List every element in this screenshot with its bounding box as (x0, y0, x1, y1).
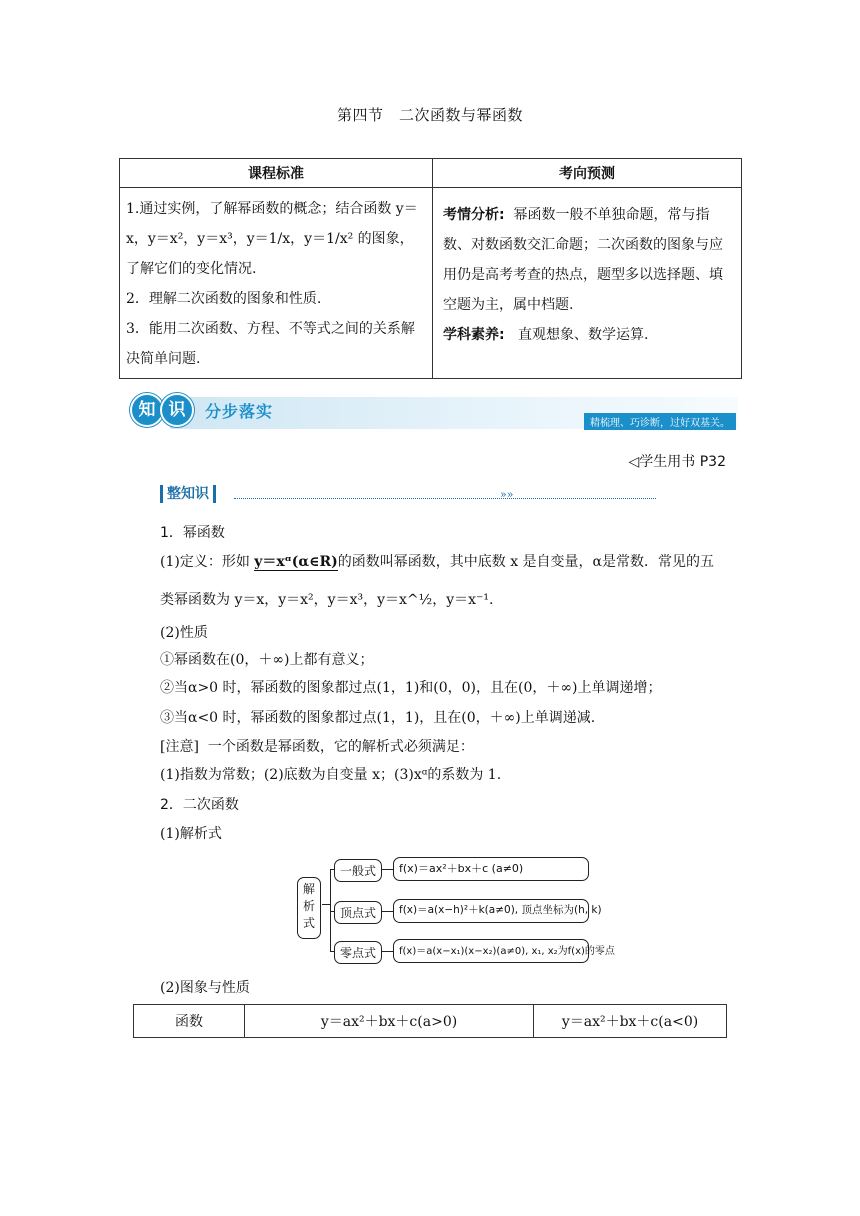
quadratic-heading: 2．二次函数 (160, 797, 239, 813)
chevron-right-icon: »» (500, 488, 514, 501)
book-page-ref: ◁学生用书 P32 (628, 454, 726, 470)
analysis-text: 幂函数一般不单独命题，常与指数、对数函数交汇命题；二次函数的图象与应用仍是高考考查的热点，题型多以选择题、填空题为主，属中档题. (443, 207, 723, 313)
function-table (133, 1004, 727, 1038)
banner-bubble-zhi: 知 (130, 393, 164, 427)
power-def-a: (1)定义：形如 (160, 554, 255, 570)
note-line (160, 736, 474, 756)
standard-item-2: 2．理解二次函数的图象和性质. (126, 291, 322, 307)
standards-left-cell (120, 188, 433, 379)
analysis-label: 考情分析: (443, 207, 505, 223)
func-col-negative: y＝ax²＋bx＋c(a<0) (534, 1005, 727, 1038)
note-text: 一个函数是幂函数，它的解析式必须满足： (207, 739, 474, 755)
banner-bubble-shi: 识 (160, 393, 194, 427)
power-prop-2: ②当α>0 时，幂函数的图象都过点(1，1)和(0，0)，且在(0，＋∞)上单调递增； (160, 680, 662, 696)
func-col-positive: y＝ax²＋bx＋c(a>0) (245, 1005, 534, 1038)
standards-right-cell (433, 188, 742, 379)
diagram-form-general: 一般式 (334, 859, 382, 882)
diagram-form-zero: 零点式 (334, 941, 382, 964)
diagram-root: 解析式 (297, 877, 321, 939)
section-label: 整知识 (160, 485, 216, 503)
quadratic-expr-heading: (1)解析式 (160, 826, 222, 842)
diagram-formula-general: f(x)＝ax²＋bx＋c (a≠0) (393, 857, 589, 881)
header-exam-forecast: 考向预测 (433, 159, 742, 188)
power-prop-3: ③当α<0 时，幂函数的图象都过点(1，1)，且在(0，＋∞)上单调递减. (160, 710, 596, 726)
power-function-heading: 1．幂函数 (160, 525, 225, 541)
banner-tag: 精梳理、巧诊断，过好双基关。 (584, 413, 736, 430)
literacy-label: 学科素养: (443, 327, 505, 343)
standard-item-3: 3．能用二次函数、方程、不等式之间的关系解决简单问题. (126, 321, 415, 367)
section-label-bar (160, 485, 516, 505)
power-def-b: 的函数叫幂函数，其中底数 x 是自变量，α是常数．常见的五 (337, 554, 715, 570)
standards-table (119, 158, 742, 379)
section-banner (130, 393, 738, 435)
graph-property-heading: (2)图象与性质 (160, 980, 250, 996)
page-title: 第四节 二次函数与幂函数 (336, 106, 523, 124)
power-def-line-1 (160, 551, 714, 571)
diagram-formula-zero: f(x)＝a(x−x₁)(x−x₂)(a≠0), x₁, x₂为f(x)的零点 (393, 939, 589, 963)
power-def-underline: y＝xᵅ(α∈R) (254, 554, 338, 570)
power-prop-heading: (2)性质 (160, 625, 208, 641)
banner-title: 分步落实 (205, 402, 274, 421)
power-def-line-2: 类幂函数为 y＝x，y＝x²，y＝x³，y＝x^½，y＝x⁻¹. (160, 592, 494, 608)
func-col-label: 函数 (134, 1005, 245, 1038)
note-items: (1)指数为常数；(2)底数为自变量 x；(3)xᵅ的系数为 1. (160, 767, 502, 783)
literacy-text: 直观想象、数学运算. (517, 327, 649, 343)
diagram-form-vertex: 顶点式 (334, 901, 382, 924)
diagram-formula-vertex: f(x)＝a(x−h)²＋k(a≠0), 顶点坐标为(h, k) (393, 899, 589, 923)
standard-item-1: 1.通过实例，了解幂函数的概念；结合函数 y＝x，y＝x²，y＝x³，y＝1/x，y＝1/x² 的图象，了解它们的变化情况. (126, 201, 418, 277)
power-prop-1: ①幂函数在(0，＋∞)上都有意义； (160, 652, 374, 668)
header-course-standard: 课程标准 (120, 159, 433, 188)
note-label: [注意] (160, 739, 199, 755)
